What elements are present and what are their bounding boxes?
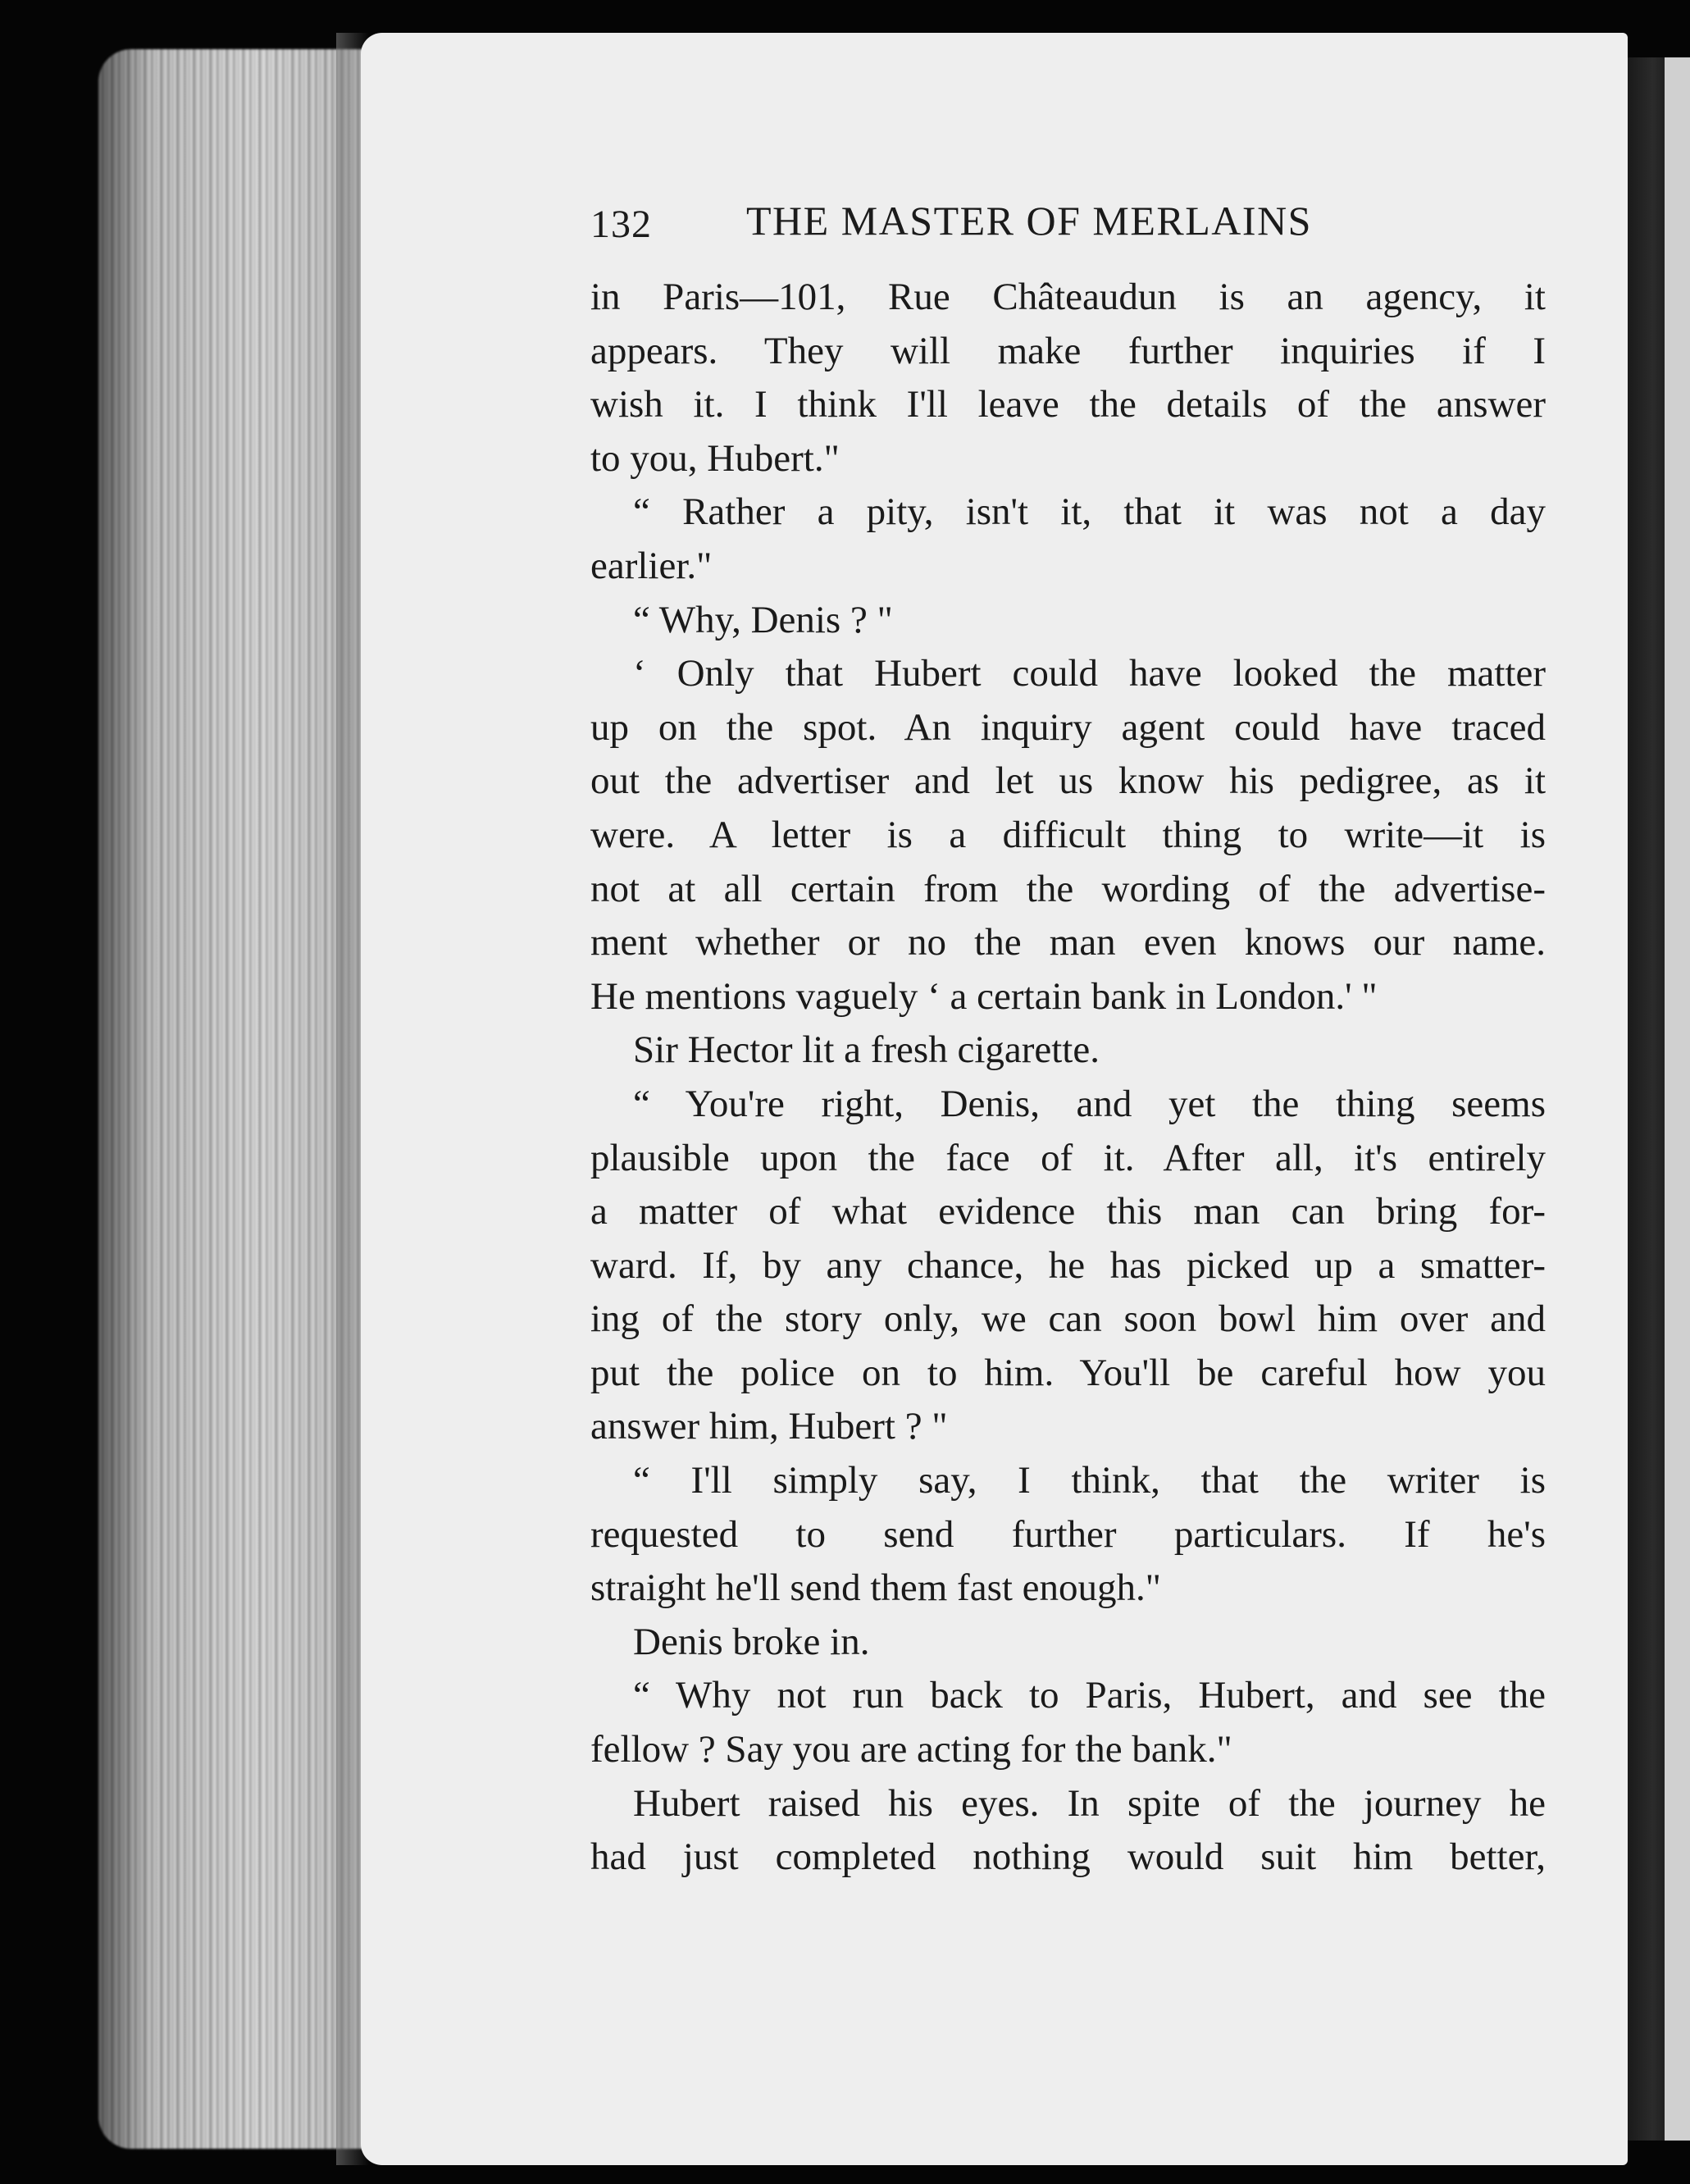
- text-line: requested to send further particulars. If he's: [590, 1512, 1546, 1556]
- text-line: had just completed nothing would suit him better,: [590, 1835, 1546, 1879]
- body-text: [590, 271, 1546, 1885]
- running-title: THE MASTER OF MERLAINS: [746, 198, 1312, 244]
- text-line: straight he'll send them fast enough.": [590, 1566, 1161, 1610]
- text-line: “ I'll simply say, I think, that the writer is: [633, 1459, 1546, 1502]
- text-line: appears. They will make further inquiries if I: [590, 329, 1546, 372]
- text-line: ‘ Only that Hubert could have looked the matter: [633, 652, 1546, 695]
- text-line: put the police on to him. You'll be careful how you: [590, 1351, 1546, 1394]
- text-line: a matter of what evidence this man can bring for-: [590, 1190, 1546, 1233]
- text-line: in Paris—101, Rue Châteaudun is an agency, it: [590, 276, 1546, 318]
- text-line: were. A letter is a difficult thing to write—it is: [590, 813, 1546, 856]
- text-line: “ Rather a pity, isn't it, that it was not a day: [633, 490, 1546, 534]
- text-line: “ You're right, Denis, and yet the thing seems: [633, 1082, 1546, 1125]
- text-line: out the advertiser and let us know his pedigree, as it: [590, 759, 1546, 803]
- text-line: “ Why, Denis ? ": [633, 598, 893, 641]
- text-line: ment whether or no the man even knows our name.: [590, 921, 1546, 964]
- next-page-edge: [1665, 57, 1690, 2141]
- text-line: plausible upon the face of it. After all, it's entirely: [590, 1136, 1546, 1179]
- text-line: answer him, Hubert ? ": [590, 1405, 948, 1448]
- text-line: He mentions vaguely ‘ a certain bank in London.' ": [590, 974, 1378, 1018]
- text-line: Denis broke in.: [633, 1620, 870, 1663]
- text-line: Sir Hector lit a fresh cigarette.: [633, 1028, 1100, 1072]
- text-line: “ Why not run back to Paris, Hubert, and see the: [633, 1674, 1546, 1717]
- text-line: Hubert raised his eyes. In spite of the journey he: [633, 1781, 1546, 1825]
- book-page-edges: [98, 49, 369, 2149]
- text-line: to you, Hubert.": [590, 436, 840, 480]
- page-header: [590, 197, 1410, 262]
- text-line: not at all certain from the wording of the advertise-: [590, 867, 1546, 910]
- text-line: wish it. I think I'll leave the details of the answer: [590, 383, 1546, 426]
- text-line: ward. If, by any chance, he has picked up a smatter-: [590, 1243, 1546, 1287]
- text-line: up on the spot. An inquiry agent could have traced: [590, 705, 1546, 749]
- text-line: fellow ? Say you are acting for the bank.": [590, 1728, 1232, 1771]
- page-number: 132: [590, 203, 652, 246]
- text-line: earlier.": [590, 544, 713, 587]
- text-line: ing of the story only, we can soon bowl him over and: [590, 1297, 1546, 1341]
